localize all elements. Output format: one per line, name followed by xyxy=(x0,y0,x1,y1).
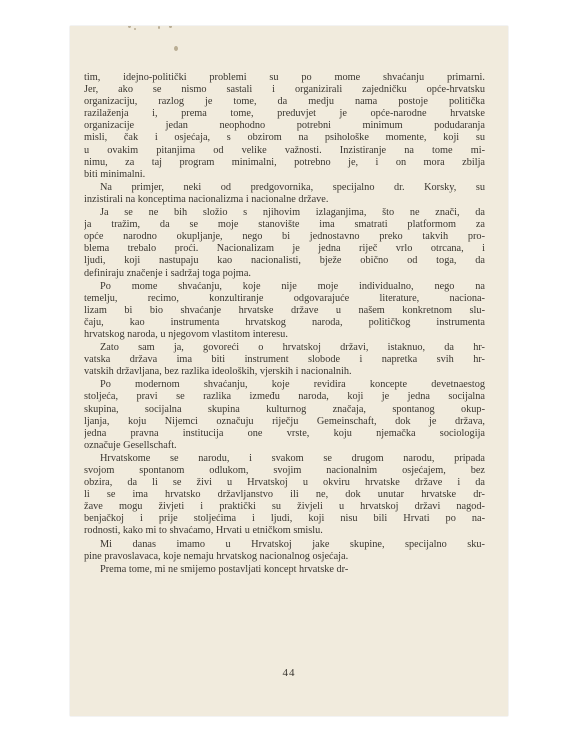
ink-smudge xyxy=(169,26,172,28)
text-line: li se ima hrvatsko državljanstvo ili ne, dok unutar hrvatske dr- xyxy=(84,489,485,501)
page-number: 44 xyxy=(282,667,296,679)
text-line: označuje Gesellschaft. xyxy=(84,439,177,451)
paragraph xyxy=(84,342,485,378)
ink-smudge xyxy=(128,26,131,28)
text-line: žave mogu živjeti i praktički su živjeli u hrvatskoj državi nagod- xyxy=(84,501,485,513)
text-line: čaju, kao instrumenta hrvatskog naroda, političkog instrumenta xyxy=(84,316,485,328)
paragraph xyxy=(84,207,485,280)
text-line: vatskih državljana, bez razlika ideoloških, vjerskih i nacionalnih. xyxy=(84,366,352,378)
book-page xyxy=(70,26,508,716)
text-line: misli, čak i osjećaja, s obzirom na psihološke momente, koji su xyxy=(84,132,485,144)
paragraph xyxy=(84,281,485,341)
paragraph xyxy=(84,72,485,181)
text-line: ja tražim, da se moje stanovište ima smatrati platformom za xyxy=(84,219,485,231)
paragraph xyxy=(84,539,485,563)
paragraph xyxy=(84,379,485,452)
text-line: temelju, recimo, konzultiranje odgovarajuće literature, naciona- xyxy=(84,292,485,304)
text-line: pine pravoslavaca, koje nemaju hrvatskog nacionalnog osjećaja. xyxy=(84,550,349,562)
text-line: vatska država ima biti instrument slobode i napretka svih hr- xyxy=(84,354,485,366)
text-line: biti minimalni. xyxy=(84,168,146,180)
text-line: razilaženja i, prema tome, preduvjet je opće-narodne hrvatske xyxy=(84,108,485,120)
text-line: Prema tome, mi ne smijemo postavljati koncept hrvatske dr- xyxy=(100,563,349,575)
text-line: organizacije jedan neophodno potrebni minimum podudaranja xyxy=(84,120,485,132)
paragraph xyxy=(84,453,485,538)
text-line: rodnosti, kako mi to shvaćamo, Hrvati u etničkom smislu. xyxy=(84,525,323,537)
text-line: Zato sam ja, govoreći o hrvatskoj državi, istaknuo, da hr- xyxy=(100,342,485,354)
text-line: nimu, za taj program minimalni, potrebno je, i on mora zbilja xyxy=(84,156,485,168)
paragraph xyxy=(84,564,485,576)
text-line: obzira, da li se živi u Hrvatskoj u okviru hrvatske države i da xyxy=(84,477,485,489)
text-line: Na primjer, neki od predgovornika, specijalno dr. Korsky, su xyxy=(100,181,485,193)
text-line: Ja se ne bih složio s njihovim izlaganjima, što ne znači, da xyxy=(100,207,485,219)
ink-smudge xyxy=(158,26,160,29)
text-line: Po modernom shvaćanju, koje revidira koncepte devetnaestog xyxy=(100,379,485,391)
ink-smudge xyxy=(134,28,136,30)
text-line: Mi danas imamo u Hrvatskoj jake skupine, specijalno sku- xyxy=(100,538,485,550)
text-line: svojom spontanom odlukom, svojim nacionalnim osjećajem, bez xyxy=(84,465,485,476)
text-line: inzistirali na konceptima nacionalizma i nacionalne države. xyxy=(84,193,329,205)
text-line: organizaciju, razlog je tome, da medju nama postoje politička xyxy=(84,96,485,108)
text-line: stoljeća, pravi se razlika između naroda, koji je jedna socijalna xyxy=(84,391,485,403)
text-line: ljanja, koju Nijemci označuju riječju Gemeinschaft, dok je država, xyxy=(84,415,485,427)
text-line: jedna pravna institucija one vrste, koju njemačka sociologija xyxy=(84,427,485,439)
text-line: ljudi, koji nastupaju kao nacionalisti, bježe obično od toga, da xyxy=(84,255,485,267)
text-line: tim, idejno-politički problemi su po mome shvaćanju primarni. xyxy=(84,72,485,83)
text-line: skupina, socijalna skupina kulturnog značaja, spontanog okup- xyxy=(84,403,485,415)
text-line: Jer, ako se nismo sastali i organizirali zajedničku opće-hrvatsku xyxy=(84,84,485,96)
paragraph xyxy=(84,182,485,206)
text-line: Po mome shvaćanju, koje nije moje individualno, nego na xyxy=(100,280,485,292)
text-line: lizam bi bio shvaćanje hrvatske države u našem konkretnom slu- xyxy=(84,304,485,316)
text-line: benjačkoj i prije stoljećima i ljudi, koji nisu bili Hrvati po na- xyxy=(84,513,485,525)
text-line: Hrvatskome se narodu, i svakom se drugom narodu, pripada xyxy=(100,452,485,464)
text-line: hrvatskog naroda, u njegovom vlastitom interesu. xyxy=(84,328,288,340)
text-line: blema trebalo proći. Nacionalizam je jedna riječ vrlo otrcana, i xyxy=(84,243,485,255)
text-line: u ovakim pitanjima od velike važnosti. Inzistiranje na tome mi- xyxy=(84,144,485,156)
body-text xyxy=(84,72,485,576)
text-line: opće narodno okupljanje, nego bi jednostavno preko takvih pro- xyxy=(84,231,485,243)
text-line: definiraju značenje i sadržaj toga pojma. xyxy=(84,267,251,279)
ink-smudge xyxy=(174,46,178,51)
